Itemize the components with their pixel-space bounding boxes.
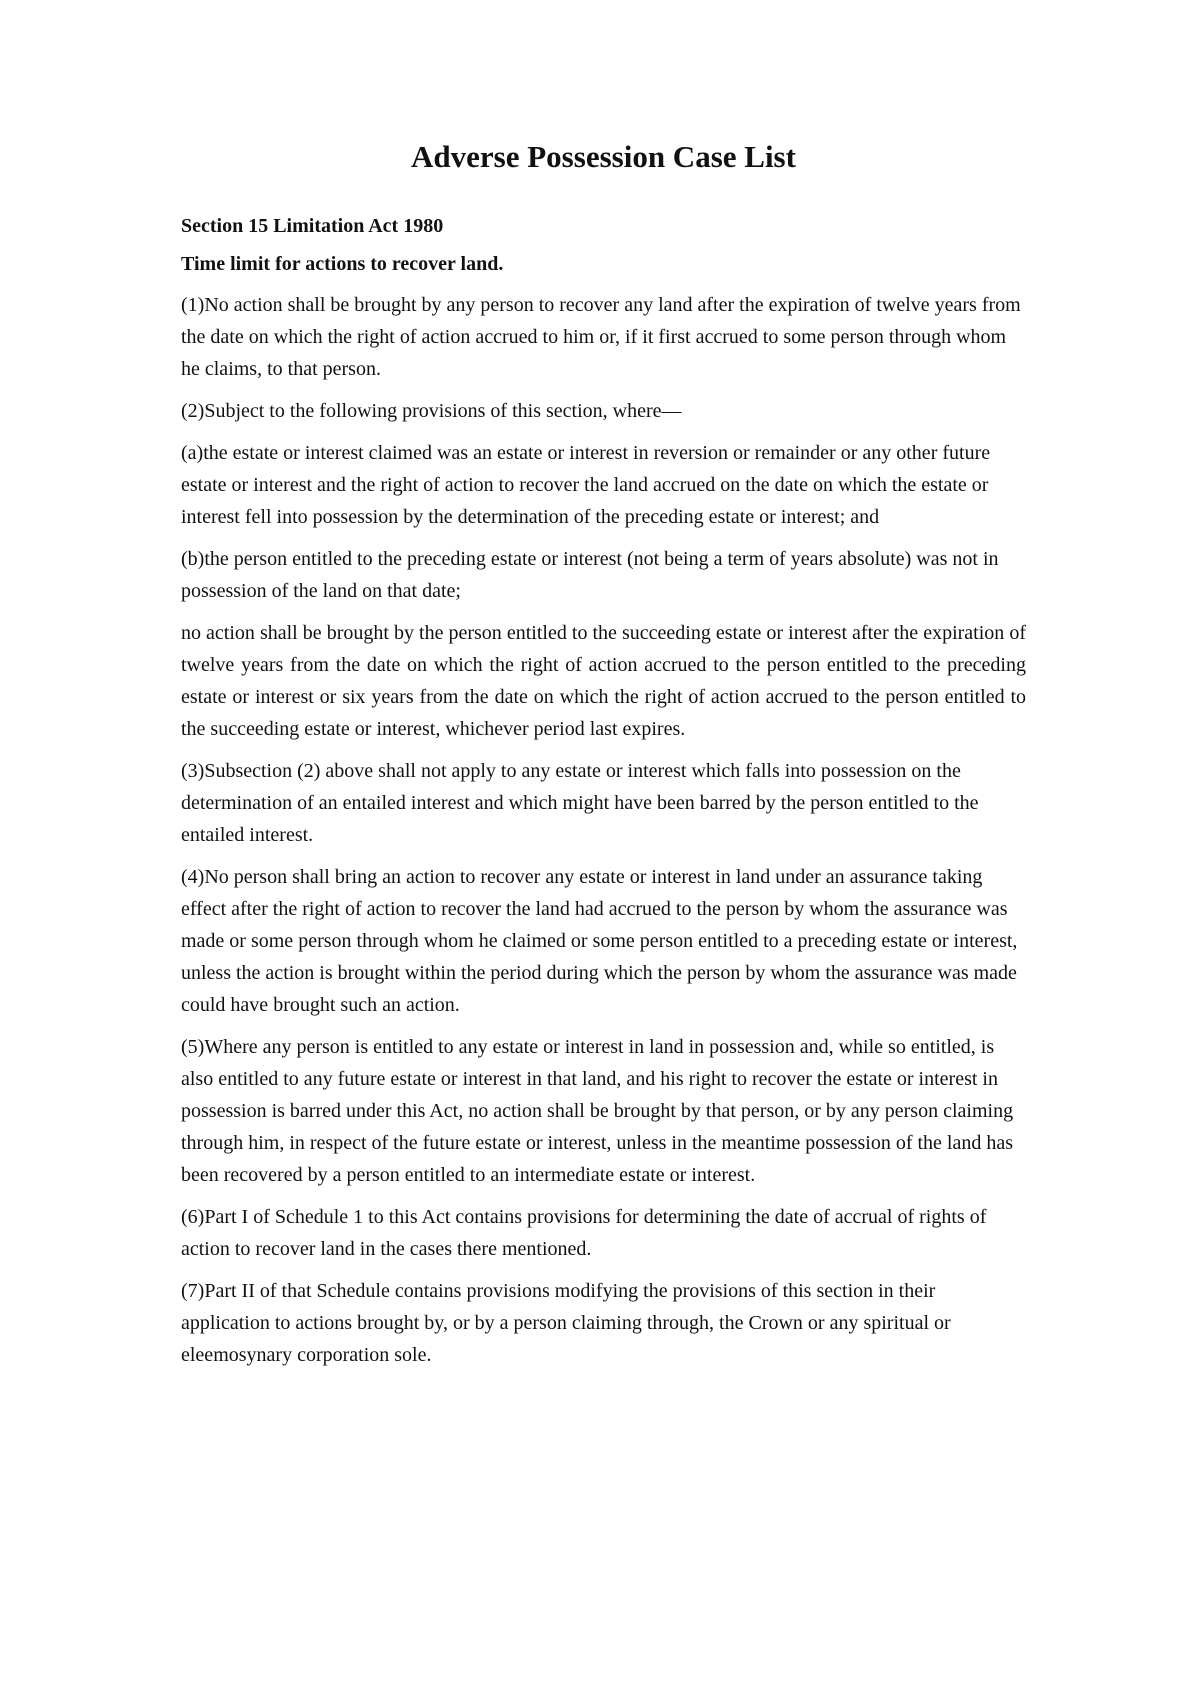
paragraph-subsection-2a: (a)the estate or interest claimed was an estate or interest in reversion or remainder or any other future estate or interest and the right of action to recover the land accrued on the date on which the estate or interest fell into possession by the determination of the preceding estate or interest; and [181,442,991,529]
paragraph-subsection-2b: (b)the person entitled to the preceding estate or interest (not being a term of years absolute) was not in possession of the land on that date; [181,548,999,603]
section-heading: Section 15 Limitation Act 1980 [181,215,444,238]
paragraph-subsection-7: (7)Part II of that Schedule contains provisions modifying the provisions of this section in their application to actions brought by, or by a person claiming through, the Crown or any spiritual or eleemosynary corporation sole. [181,1280,951,1367]
paragraph-subsection-2-consequence: no action shall be brought by the person entitled to the succeeding estate or interest after the expiration of twelve years from the date on which the right of action accrued to the person entitled to the preceding estate or interest or six years from the date on which the right of action accrued to the person entitled to the succeeding estate or interest, whichever period last expires. [181,622,1026,741]
document-body [181,138,1026,1381]
page-title: Adverse Possession Case List [411,139,796,174]
section-subheading: Time limit for actions to recover land. [181,253,504,276]
paragraph-subsection-2: (2)Subject to the following provisions of this section, where— [181,400,682,423]
paragraph-subsection-4: (4)No person shall bring an action to recover any estate or interest in land under an assurance taking effect after the right of action to recover the land had accrued to the person by whom the assurance was made or some person through whom he claimed or some person entitled to a preceding estate or interest, unless the action is brought within the period during which the person by whom the assurance was made could have brought such an action. [181,866,1018,1017]
paragraph-subsection-5: (5)Where any person is entitled to any estate or interest in land in possession and, while so entitled, is also entitled to any future estate or interest in that land, and his right to recover the estate or interest in possession is barred under this Act, no action shall be brought by that person, or by any person claiming through him, in respect of the future estate or interest, unless in the meantime possession of the land has been recovered by a person entitled to an intermediate estate or interest. [181,1036,1014,1187]
paragraph-subsection-3: (3)Subsection (2) above shall not apply to any estate or interest which falls into possession on the determination of an entailed interest and which might have been barred by the person entitled to the entailed interest. [181,760,979,847]
paragraph-subsection-1: (1)No action shall be brought by any person to recover any land after the expiration of twelve years from the date on which the right of action accrued to him or, if it first accrued to some person through whom he claims, to that person. [181,294,1021,381]
paragraph-subsection-6: (6)Part I of Schedule 1 to this Act contains provisions for determining the date of accrual of rights of action to recover land in the cases there mentioned. [181,1206,987,1261]
